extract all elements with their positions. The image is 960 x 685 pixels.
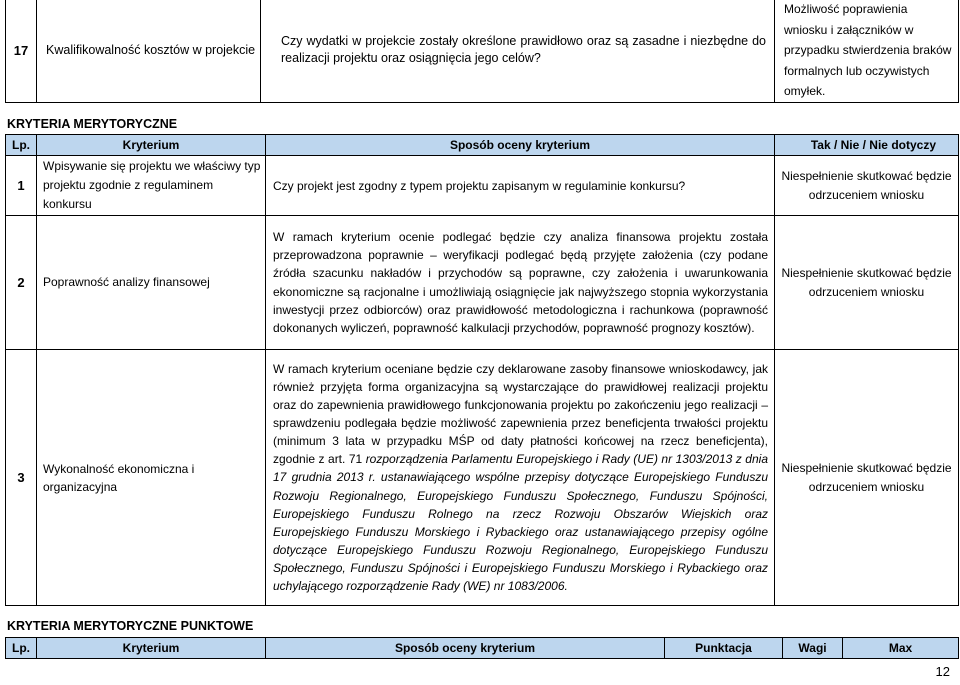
page-number: 12 xyxy=(935,664,950,679)
criterion-name: Poprawność analizy finansowej xyxy=(37,216,266,350)
header-row xyxy=(6,638,959,659)
criterion-name: Wykonalność ekonomiczna i organizacyjna xyxy=(37,350,266,606)
criterion-result: Niespełnienie skutkować będzie odrzuceniem wniosku xyxy=(775,216,959,350)
merit-criteria-table xyxy=(5,134,959,606)
formal-criteria-table xyxy=(5,0,959,103)
header-criterion: Kryterium xyxy=(37,135,266,156)
criterion-name: Wpisywanie się projektu we właściwy typ projektu zgodnie z regulaminem konkursu xyxy=(37,156,266,216)
criterion-method: Czy wydatki w projekcie zostały określone prawidłowo oraz są zasadne i niezbędne do realizacji projektu oraz osiągnięcia jego celów? xyxy=(261,0,775,102)
criterion-method xyxy=(266,350,775,606)
section-title-punktowe: KRYTERIA MERYTORYCZNE PUNKTOWE xyxy=(7,619,254,633)
method-italic-text: rozporządzenia Parlamentu Europejskiego i Rady (UE) nr 1303/2013 z dnia 17 grudnia 2013 r. ustanawiającego wspólne przepisy dotyczące Europejskiego Funduszu Rozwoju Regionalnego, Europejskiego Funduszu Społecznego, Funduszu Spójności, Europejskiego Funduszu Rolnego na rzecz Rozwoju Obszarów Wiejskich oraz Europejskiego Funduszu Morskiego i Rybackiego oraz ustanawiającego przepisy ogólne dotyczące Europejskiego Funduszu Rozwoju Regionalnego, Europejskiego Funduszu Społecznego, Funduszu Spójności i Europejskiego Funduszu Morskiego i Rybackiego oraz uchylającego rozporządzenie Rady (WE) nr 1083/2006. xyxy=(273,452,768,594)
header-result: Tak / Nie / Nie dotyczy xyxy=(775,135,959,156)
criterion-result: Niespełnienie skutkować będzie odrzuceniem wniosku xyxy=(775,156,959,216)
header-method: Sposób oceny kryterium xyxy=(266,638,665,659)
method-plain-text: W ramach kryterium oceniane będzie czy deklarowane zasoby finansowe wnioskodawcy, jak również przyjęta forma organizacyjna są wystarczające do prawidłowej realizacji projektu oraz do zapewnienia prawidłowego funkcjonowania projektu po zakończeniu jego realizacji – sprawdzeniu podlegała będzie możliwość zapewnienia przez beneficjenta trwałości projektu (minimum 3 lata w przypadku MŚP od daty płatności końcowej na rzecz beneficjenta), zgodnie z art. 71 xyxy=(273,361,768,467)
table-row xyxy=(6,216,959,350)
table-row xyxy=(6,0,959,102)
header-lp: Lp. xyxy=(6,135,37,156)
header-weights: Wagi xyxy=(783,638,843,659)
row-number: 1 xyxy=(6,156,37,216)
table-row xyxy=(6,156,959,216)
header-points: Punktacja xyxy=(665,638,783,659)
header-lp: Lp. xyxy=(6,638,37,659)
row-number: 3 xyxy=(6,350,37,606)
header-criterion: Kryterium xyxy=(37,638,266,659)
section-title-merytoryczne: KRYTERIA MERYTORYCZNE xyxy=(7,117,178,131)
criterion-result: Możliwość poprawienia wniosku i załączników w przypadku stwierdzenia braków formalnych lub oczywistych omyłek. xyxy=(775,0,959,102)
row-number: 17 xyxy=(6,0,37,102)
criterion-method: W ramach kryterium ocenie podlegać będzie czy analiza finansowa projektu została przeprowadzona poprawnie – weryfikacji podlegać będą przyjęte założenia (czy podane źródła szacunku nakładów i przychodów są poprawne, czy założenia i uwarunkowania ekonomiczne są racjonalne i umożliwiają osiągnięcie jak najwyższego stopnia wykorzystania inwestycji przez odbiorców) oraz prawidłowość metodologiczna i rachunkowa (poprawność dokonanych wyliczeń, poprawność kalkulacji przychodów, poprawność prognozy kosztów). xyxy=(266,216,775,350)
table-row xyxy=(6,350,959,606)
row-number: 2 xyxy=(6,216,37,350)
header-max: Max xyxy=(843,638,959,659)
criterion-name: Kwalifikowalność kosztów w projekcie xyxy=(37,0,261,102)
header-method: Sposób oceny kryterium xyxy=(266,135,775,156)
scored-criteria-table xyxy=(5,637,959,659)
criterion-result: Niespełnienie skutkować będzie odrzuceniem wniosku xyxy=(775,350,959,606)
header-row xyxy=(6,135,959,156)
criterion-method: Czy projekt jest zgodny z typem projektu zapisanym w regulaminie konkursu? xyxy=(266,156,775,216)
